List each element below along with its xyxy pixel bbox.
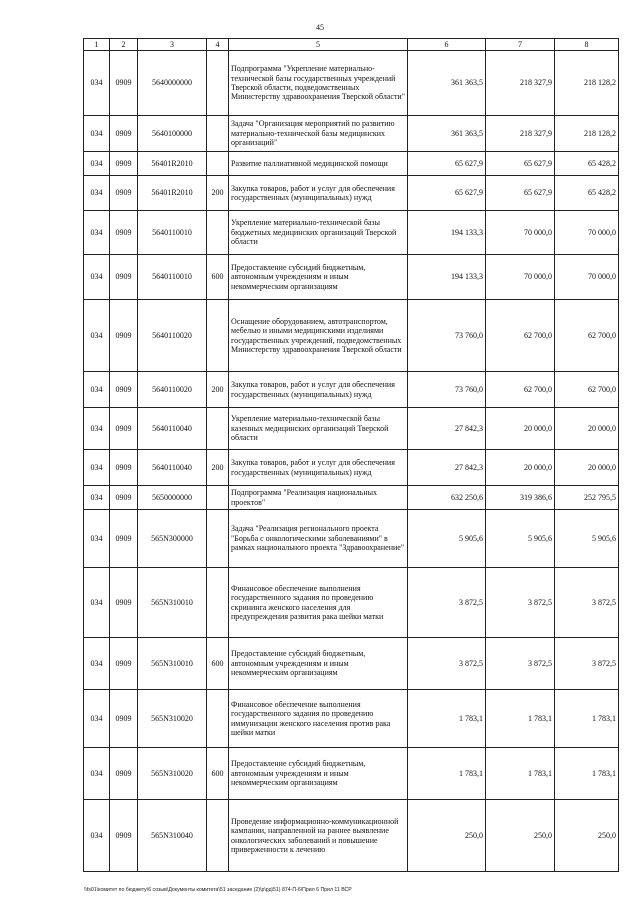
amount-year2-cell: 3 872,5 bbox=[486, 638, 555, 690]
target-article-cell: 565N310040 bbox=[138, 800, 207, 872]
amount-year2-cell: 62 700,0 bbox=[486, 300, 555, 372]
table-row bbox=[84, 116, 619, 152]
expense-type-cell bbox=[207, 690, 229, 748]
section-code-cell: 0909 bbox=[110, 450, 138, 486]
amount-year3-cell: 250,0 bbox=[555, 800, 619, 872]
section-code-cell: 0909 bbox=[110, 800, 138, 872]
target-article-cell: 565N310020 bbox=[138, 690, 207, 748]
target-article-cell: 565N310010 bbox=[138, 568, 207, 638]
department-code-cell: 034 bbox=[84, 450, 110, 486]
table-row bbox=[84, 372, 619, 408]
target-article-cell: 56401R2010 bbox=[138, 152, 207, 176]
amount-year3-cell: 218 128,2 bbox=[555, 51, 619, 116]
item-name-cell: Закупка товаров, работ и услуг для обеспечения государственных (муниципальных) нужд bbox=[229, 450, 408, 486]
amount-year3-cell: 252 795,5 bbox=[555, 486, 619, 510]
amount-year3-cell: 1 783,1 bbox=[555, 690, 619, 748]
column-header: 2 bbox=[110, 39, 138, 51]
target-article-cell: 565N300000 bbox=[138, 510, 207, 568]
target-article-cell: 5640000000 bbox=[138, 51, 207, 116]
target-article-cell: 56401R2010 bbox=[138, 176, 207, 211]
expense-type-cell: 200 bbox=[207, 176, 229, 211]
department-code-cell: 034 bbox=[84, 568, 110, 638]
table-row bbox=[84, 300, 619, 372]
expense-type-cell bbox=[207, 510, 229, 568]
amount-year2-cell: 1 783,1 bbox=[486, 748, 555, 800]
amount-year3-cell: 5 905,6 bbox=[555, 510, 619, 568]
amount-year3-cell: 65 428,2 bbox=[555, 152, 619, 176]
file-path-footer: \\fs01\комитет по бюджету\6 созыв\Документы комитета\51 заседание (2)\р\рд\51) 874-П-6\Прил 6 Прил 11 ВСР bbox=[84, 887, 352, 893]
amount-year1-cell: 250,0 bbox=[408, 800, 486, 872]
amount-year3-cell: 20 000,0 bbox=[555, 408, 619, 450]
table-row bbox=[84, 568, 619, 638]
table-row bbox=[84, 638, 619, 690]
amount-year2-cell: 65 627,9 bbox=[486, 176, 555, 211]
item-name-cell: Закупка товаров, работ и услуг для обеспечения государственных (муниципальных) нужд bbox=[229, 372, 408, 408]
expense-type-cell: 600 bbox=[207, 255, 229, 300]
amount-year3-cell: 3 872,5 bbox=[555, 638, 619, 690]
amount-year3-cell: 70 000,0 bbox=[555, 211, 619, 255]
department-code-cell: 034 bbox=[84, 255, 110, 300]
amount-year1-cell: 361 363,5 bbox=[408, 51, 486, 116]
amount-year1-cell: 73 760,0 bbox=[408, 372, 486, 408]
amount-year3-cell: 218 128,2 bbox=[555, 116, 619, 152]
amount-year1-cell: 5 905,6 bbox=[408, 510, 486, 568]
amount-year3-cell: 62 700,0 bbox=[555, 372, 619, 408]
section-code-cell: 0909 bbox=[110, 638, 138, 690]
amount-year1-cell: 632 250,6 bbox=[408, 486, 486, 510]
amount-year3-cell: 20 000,0 bbox=[555, 450, 619, 486]
amount-year1-cell: 1 783,1 bbox=[408, 748, 486, 800]
amount-year2-cell: 319 386,6 bbox=[486, 486, 555, 510]
column-header: 1 bbox=[84, 39, 110, 51]
department-code-cell: 034 bbox=[84, 300, 110, 372]
target-article-cell: 565N310020 bbox=[138, 748, 207, 800]
amount-year3-cell: 3 872,5 bbox=[555, 568, 619, 638]
amount-year2-cell: 70 000,0 bbox=[486, 211, 555, 255]
item-name-cell: Задача "Организация мероприятий по развитию материально-технической базы медицинских организаций" bbox=[229, 116, 408, 152]
column-header: 5 bbox=[229, 39, 408, 51]
item-name-cell: Финансовое обеспечение выполнения государственного задания по проведению иммунизации женского населения против рака шейки матки bbox=[229, 690, 408, 748]
amount-year2-cell: 250,0 bbox=[486, 800, 555, 872]
target-article-cell: 5650000000 bbox=[138, 486, 207, 510]
item-name-cell: Укрепление материально-технической базы бюджетных медицинских организаций Тверской области bbox=[229, 211, 408, 255]
section-code-cell: 0909 bbox=[110, 408, 138, 450]
amount-year3-cell: 65 428,2 bbox=[555, 176, 619, 211]
table-row bbox=[84, 486, 619, 510]
amount-year1-cell: 65 627,9 bbox=[408, 176, 486, 211]
amount-year2-cell: 5 905,6 bbox=[486, 510, 555, 568]
amount-year2-cell: 1 783,1 bbox=[486, 690, 555, 748]
department-code-cell: 034 bbox=[84, 748, 110, 800]
section-code-cell: 0909 bbox=[110, 510, 138, 568]
expense-type-cell bbox=[207, 568, 229, 638]
amount-year3-cell: 1 783,1 bbox=[555, 748, 619, 800]
table-row bbox=[84, 255, 619, 300]
expense-type-cell: 200 bbox=[207, 372, 229, 408]
amount-year2-cell: 218 327,9 bbox=[486, 51, 555, 116]
department-code-cell: 034 bbox=[84, 800, 110, 872]
department-code-cell: 034 bbox=[84, 152, 110, 176]
amount-year3-cell: 70 000,0 bbox=[555, 255, 619, 300]
section-code-cell: 0909 bbox=[110, 690, 138, 748]
column-header: 4 bbox=[207, 39, 229, 51]
item-name-cell: Задача "Реализация регионального проекта "Борьба с онкологическими заболеваниями" в рамках национального проекта "Здравоохранение" bbox=[229, 510, 408, 568]
expense-type-cell: 600 bbox=[207, 638, 229, 690]
column-header: 8 bbox=[555, 39, 619, 51]
table-row bbox=[84, 800, 619, 872]
table-row bbox=[84, 510, 619, 568]
section-code-cell: 0909 bbox=[110, 152, 138, 176]
department-code-cell: 034 bbox=[84, 51, 110, 116]
amount-year2-cell: 218 327,9 bbox=[486, 116, 555, 152]
department-code-cell: 034 bbox=[84, 211, 110, 255]
department-code-cell: 034 bbox=[84, 486, 110, 510]
item-name-cell: Предоставление субсидий бюджетным, автономным учреждениям и иным некоммерческим организациям bbox=[229, 748, 408, 800]
section-code-cell: 0909 bbox=[110, 255, 138, 300]
section-code-cell: 0909 bbox=[110, 486, 138, 510]
amount-year1-cell: 3 872,5 bbox=[408, 568, 486, 638]
target-article-cell: 5640100000 bbox=[138, 116, 207, 152]
amount-year1-cell: 27 842,3 bbox=[408, 450, 486, 486]
item-name-cell: Проведение информационно-коммуникационной кампании, направленной на раннее выявление онкологических заболеваний и повышение приверженности к лечению bbox=[229, 800, 408, 872]
amount-year2-cell: 20 000,0 bbox=[486, 450, 555, 486]
table-row bbox=[84, 748, 619, 800]
department-code-cell: 034 bbox=[84, 510, 110, 568]
item-name-cell: Оснащение оборудованием, автотранспортом, мебелью и иными медицинскими изделиями государственных учреждений, подведомственных Министерству здравоохранения Тверской области bbox=[229, 300, 408, 372]
target-article-cell: 5640110040 bbox=[138, 450, 207, 486]
section-code-cell: 0909 bbox=[110, 300, 138, 372]
amount-year1-cell: 1 783,1 bbox=[408, 690, 486, 748]
amount-year3-cell: 62 700,0 bbox=[555, 300, 619, 372]
amount-year2-cell: 65 627,9 bbox=[486, 152, 555, 176]
column-number-row bbox=[84, 39, 619, 51]
section-code-cell: 0909 bbox=[110, 116, 138, 152]
amount-year2-cell: 3 872,5 bbox=[486, 568, 555, 638]
department-code-cell: 034 bbox=[84, 408, 110, 450]
item-name-cell: Подпрограмма "Реализация национальных проектов" bbox=[229, 486, 408, 510]
expense-type-cell bbox=[207, 800, 229, 872]
table-row bbox=[84, 408, 619, 450]
amount-year1-cell: 27 842,3 bbox=[408, 408, 486, 450]
item-name-cell: Финансовое обеспечение выполнения государственного задания по проведению скрининга женского населения для предупреждения развития рака шейки матки bbox=[229, 568, 408, 638]
amount-year1-cell: 3 872,5 bbox=[408, 638, 486, 690]
expense-type-cell bbox=[207, 116, 229, 152]
amount-year2-cell: 70 000,0 bbox=[486, 255, 555, 300]
department-code-cell: 034 bbox=[84, 690, 110, 748]
item-name-cell: Предоставление субсидий бюджетным, автономным учреждениям и иным некоммерческим организациям bbox=[229, 638, 408, 690]
target-article-cell: 5640110010 bbox=[138, 255, 207, 300]
expense-type-cell: 600 bbox=[207, 748, 229, 800]
target-article-cell: 5640110020 bbox=[138, 300, 207, 372]
table-row bbox=[84, 152, 619, 176]
section-code-cell: 0909 bbox=[110, 211, 138, 255]
item-name-cell: Подпрограмма "Укрепление материально-технической базы государственных учреждений Тверской области, подведомственных Министерству здравоохранения Тверской области" bbox=[229, 51, 408, 116]
department-code-cell: 034 bbox=[84, 176, 110, 211]
table-row bbox=[84, 51, 619, 116]
item-name-cell: Закупка товаров, работ и услуг для обеспечения государственных (муниципальных) нужд bbox=[229, 176, 408, 211]
department-code-cell: 034 bbox=[84, 638, 110, 690]
expense-type-cell bbox=[207, 300, 229, 372]
section-code-cell: 0909 bbox=[110, 568, 138, 638]
section-code-cell: 0909 bbox=[110, 51, 138, 116]
item-name-cell: Предоставление субсидий бюджетным, автономным учреждениям и иным некоммерческим организациям bbox=[229, 255, 408, 300]
table-row bbox=[84, 450, 619, 486]
expense-type-cell: 200 bbox=[207, 450, 229, 486]
amount-year1-cell: 361 363,5 bbox=[408, 116, 486, 152]
item-name-cell: Развитие паллиативной медицинской помощи bbox=[229, 152, 408, 176]
page-number: 45 bbox=[316, 23, 324, 32]
target-article-cell: 5640110010 bbox=[138, 211, 207, 255]
target-article-cell: 565N310010 bbox=[138, 638, 207, 690]
expense-type-cell bbox=[207, 211, 229, 255]
section-code-cell: 0909 bbox=[110, 372, 138, 408]
department-code-cell: 034 bbox=[84, 372, 110, 408]
amount-year2-cell: 20 000,0 bbox=[486, 408, 555, 450]
table-row bbox=[84, 176, 619, 211]
amount-year1-cell: 194 133,3 bbox=[408, 255, 486, 300]
target-article-cell: 5640110020 bbox=[138, 372, 207, 408]
item-name-cell: Укрепление материально-технической базы казенных медицинских организаций Тверской области bbox=[229, 408, 408, 450]
section-code-cell: 0909 bbox=[110, 176, 138, 211]
amount-year2-cell: 62 700,0 bbox=[486, 372, 555, 408]
budget-table bbox=[83, 38, 619, 872]
expense-type-cell bbox=[207, 152, 229, 176]
section-code-cell: 0909 bbox=[110, 748, 138, 800]
table-row bbox=[84, 690, 619, 748]
amount-year1-cell: 65 627,9 bbox=[408, 152, 486, 176]
column-header: 6 bbox=[408, 39, 486, 51]
expense-type-cell bbox=[207, 51, 229, 116]
amount-year1-cell: 194 133,3 bbox=[408, 211, 486, 255]
column-header: 7 bbox=[486, 39, 555, 51]
target-article-cell: 5640110040 bbox=[138, 408, 207, 450]
table-row bbox=[84, 211, 619, 255]
expense-type-cell bbox=[207, 486, 229, 510]
expense-type-cell bbox=[207, 408, 229, 450]
department-code-cell: 034 bbox=[84, 116, 110, 152]
amount-year1-cell: 73 760,0 bbox=[408, 300, 486, 372]
column-header: 3 bbox=[138, 39, 207, 51]
